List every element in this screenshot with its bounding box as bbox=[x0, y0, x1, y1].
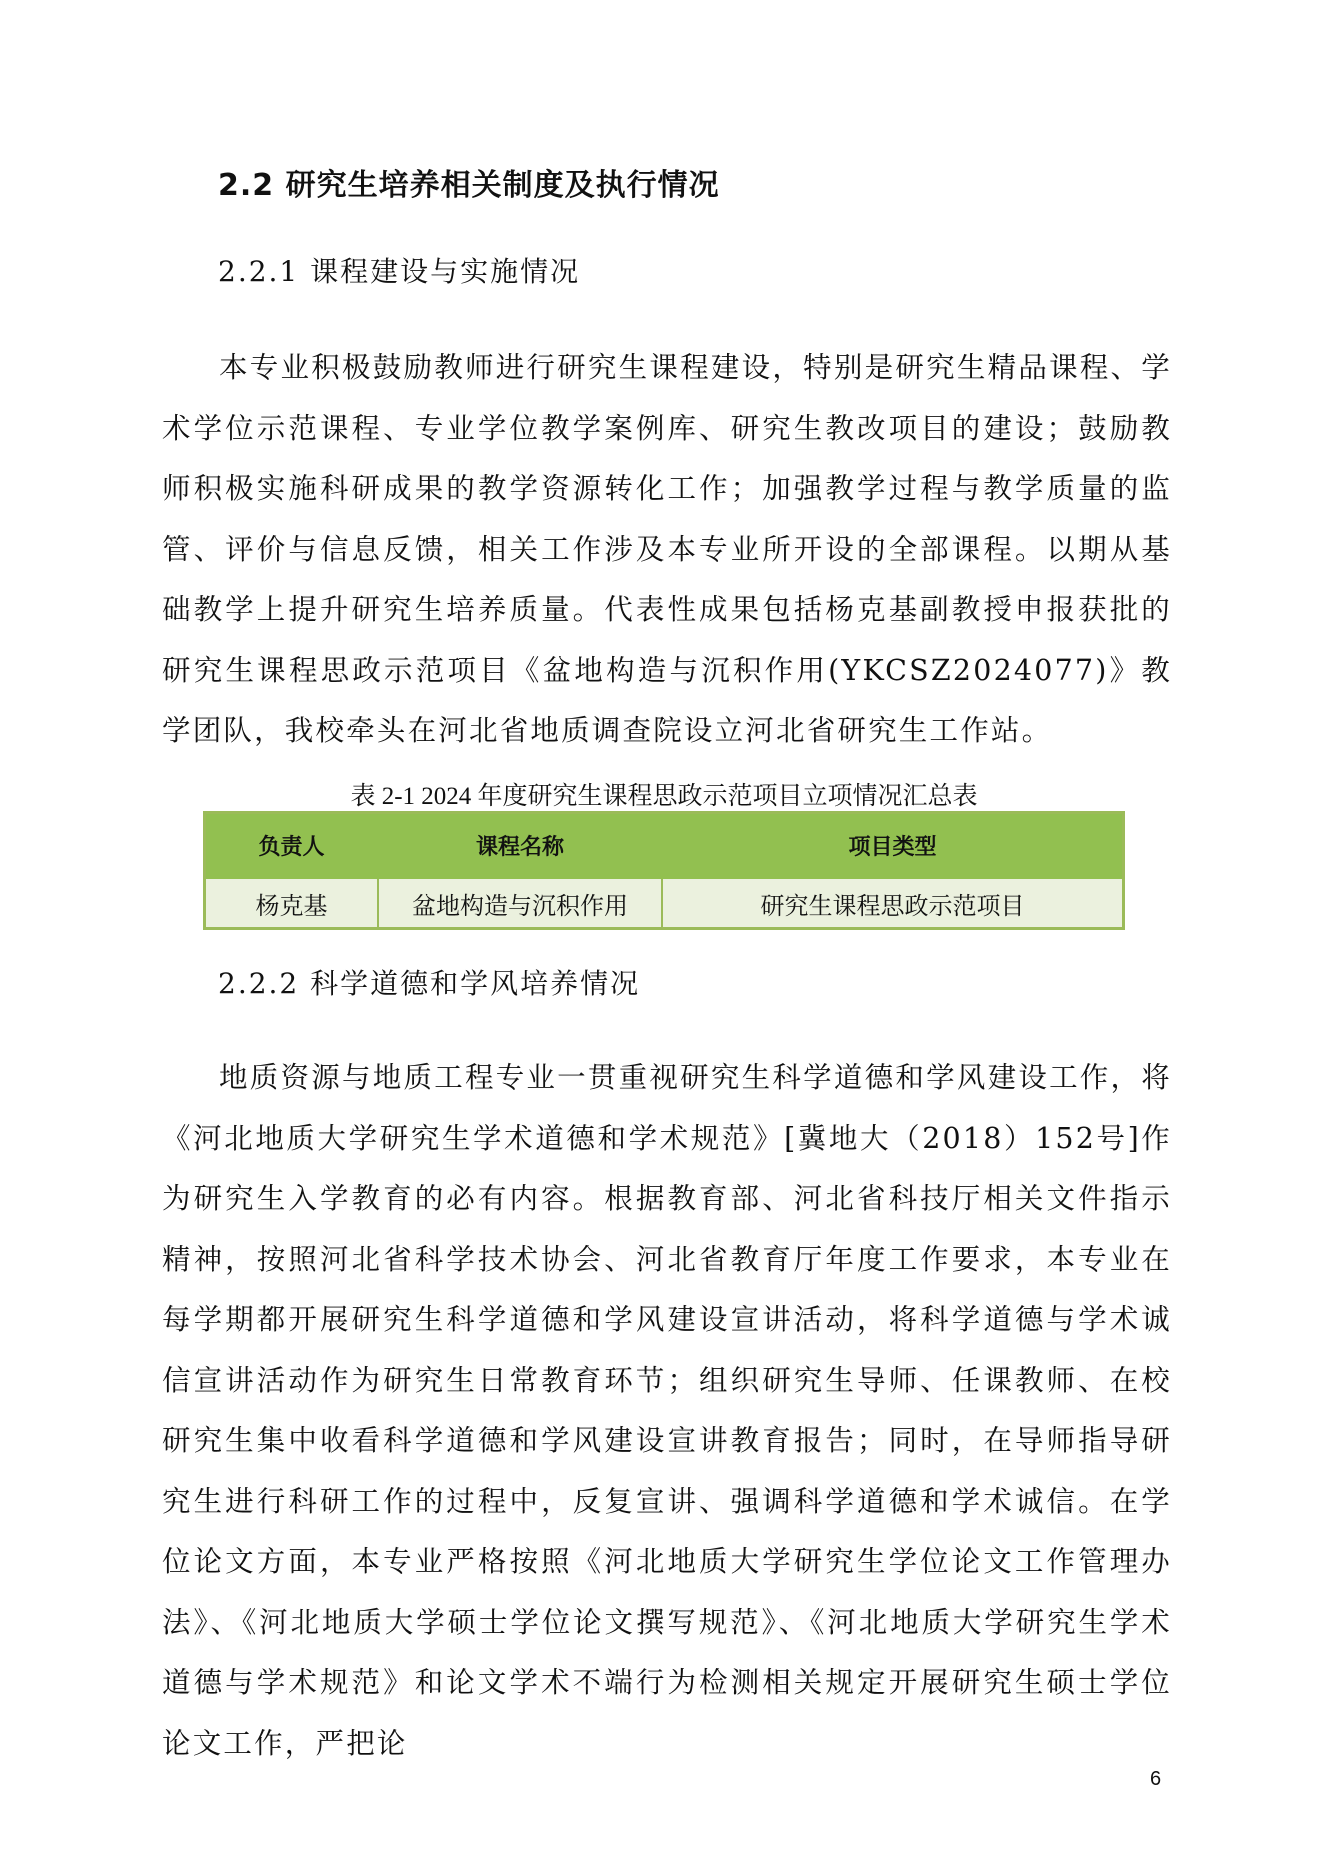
table-header-row bbox=[205, 813, 1124, 879]
header-project-type: 项目类型 bbox=[662, 813, 1123, 879]
section-heading-2-2: 2.2 研究生培养相关制度及执行情况 bbox=[218, 168, 720, 203]
subsection-heading-2-2-2: 2.2.2 科学道德和学风培养情况 bbox=[218, 967, 641, 1000]
header-course-name: 课程名称 bbox=[378, 813, 662, 879]
table-row bbox=[205, 878, 1124, 929]
course-construction-paragraph: 本专业积极鼓励教师进行研究生课程建设，特别是研究生精品课程、学术学位示范课程、专业学位教学案例库、研究生教改项目的建设；鼓励教师积极实施科研成果的教学资源转化工作；加强教学过程与教学质量的监管、评价与信息反馈，相关工作涉及本专业所开设的全部课程。以期从基础教学上提升研究生培养质量。代表性成果包括杨克基副教授申报获批的研究生课程思政示范项目《盆地构造与沉积作用(YKCSZ2024077)》教学团队，我校牵头在河北省地质调查院设立河北省研究生工作站。 bbox=[162, 351, 1172, 747]
cell-person-in-charge: 杨克基 bbox=[205, 878, 378, 929]
subsection-heading-2-2-1: 2.2.1 课程建设与实施情况 bbox=[218, 255, 581, 288]
academic-ethics-paragraph: 地质资源与地质工程专业一贯重视研究生科学道德和学风建设工作，将《河北地质大学研究生学术道德和学术规范》[冀地大（2018）152号]作为研究生入学教育的必有内容。根据教育部、河北省科技厅相关文件指示精神，按照河北省科学技术协会、河北省教育厅年度工作要求，本专业在每学期都开展研究生科学道德和学风建设宣讲活动，将科学道德与学术诚信宣讲活动作为研究生日常教育环节；组织研究生导师、任课教师、在校研究生集中收看科学道德和学风建设宣讲教育报告；同时，在导师指导研究生进行科研工作的过程中，反复宣讲、强调科学道德和学术诚信。在学位论文方面，本专业严格按照《河北地质大学研究生学位论文工作管理办法》、《河北地质大学硕士学位论文撰写规范》、《河北地质大学研究生学术道德与学术规范》和论文学术不端行为检测相关规定开展研究生硕士学位论文工作，严把论 bbox=[162, 1061, 1172, 1760]
table-caption: 表 2-1 2024 年度研究生课程思政示范项目立项情况汇总表 bbox=[350, 783, 978, 810]
page-number: 6 bbox=[1150, 1768, 1162, 1790]
course-project-summary-table bbox=[203, 811, 1125, 930]
cell-project-type: 研究生课程思政示范项目 bbox=[662, 878, 1123, 929]
cell-course-name: 盆地构造与沉积作用 bbox=[378, 878, 662, 929]
header-person-in-charge: 负责人 bbox=[205, 813, 378, 879]
